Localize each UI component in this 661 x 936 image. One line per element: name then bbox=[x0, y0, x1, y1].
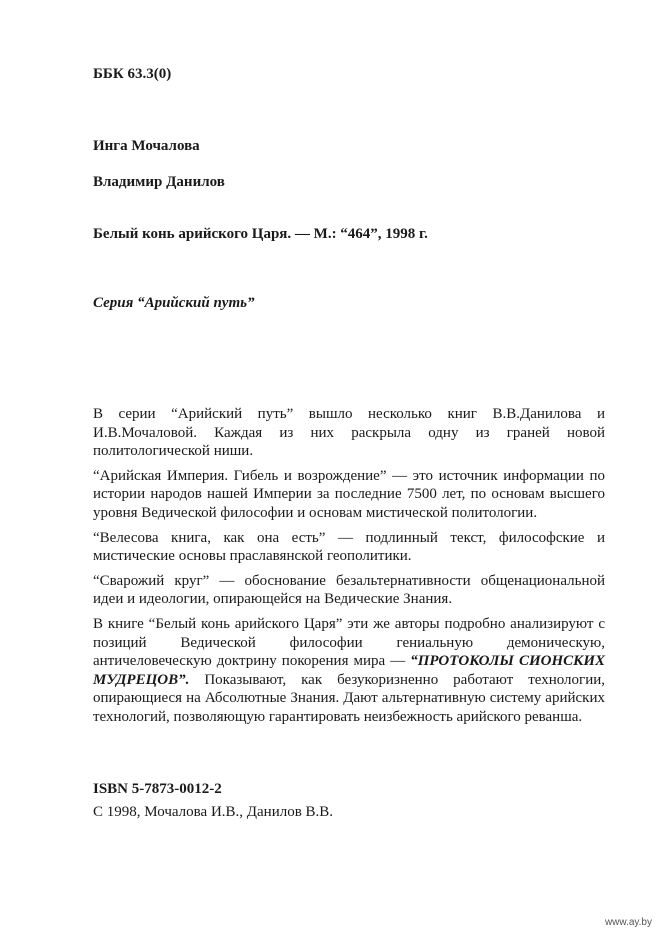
paragraph-white-horse-start: В книге “Белый конь арийского Царя” эти же авторы подробно анализируют с позиций Ведической философии гениальную демоническую, античеловеческую доктрину покорения мира — bbox=[93, 615, 605, 670]
isbn: ISBN 5-7873-0012-2 bbox=[93, 781, 222, 797]
paragraph-veles-book: “Велесова книга, как она есть” — подлинный текст, философские и мистические основы праславянской геополитики. bbox=[93, 529, 605, 565]
site-watermark: www.ay.by bbox=[604, 917, 652, 928]
annotation-text bbox=[93, 405, 605, 727]
paragraph-series-intro: В серии “Арийский путь” вышло несколько книг В.В.Данилова и И.В.Мочаловой. Каждая из них раскрыла одну из граней новой политологической ниши. bbox=[93, 406, 605, 460]
paragraph-white-horse-end: Показывают, как безукоризненно работают технологии, опирающиеся на Абсолютные Знания. Дают альтернативную систему арийских технологий, позволяющую гарантировать неизбежность арийского реванша. bbox=[93, 671, 605, 725]
paragraph-aryan-empire: “Арийская Империя. Гибель и возрождение” — это источник информации по истории народов нашей Империи за последние 7500 лет, по основам высшего уровня Ведической философии и основам мистической политологии. bbox=[93, 467, 605, 521]
copyright: С 1998, Мочалова И.В., Данилов В.В. bbox=[93, 804, 334, 820]
author-1: Инга Мочалова bbox=[93, 138, 200, 154]
protocols-emphasis: “ПРОТОКОЛЫ СИОНСКИХ МУДРЕЦОВ”. bbox=[93, 653, 605, 688]
paragraph-svarog-circle: “Сварожий круг” — обоснование безальтернативности общенациональной идеи и идеологии, опирающейся на Ведические Знания. bbox=[93, 572, 605, 608]
book-citation: Белый конь арийского Царя. — М.: “464”, 1998 г. bbox=[93, 226, 428, 242]
paragraph-white-horse bbox=[93, 615, 605, 727]
bbk-code: ББК 63.3(0) bbox=[93, 66, 172, 82]
author-2: Владимир Данилов bbox=[93, 174, 225, 190]
series-title: Серия “Арийский путь” bbox=[93, 295, 255, 311]
